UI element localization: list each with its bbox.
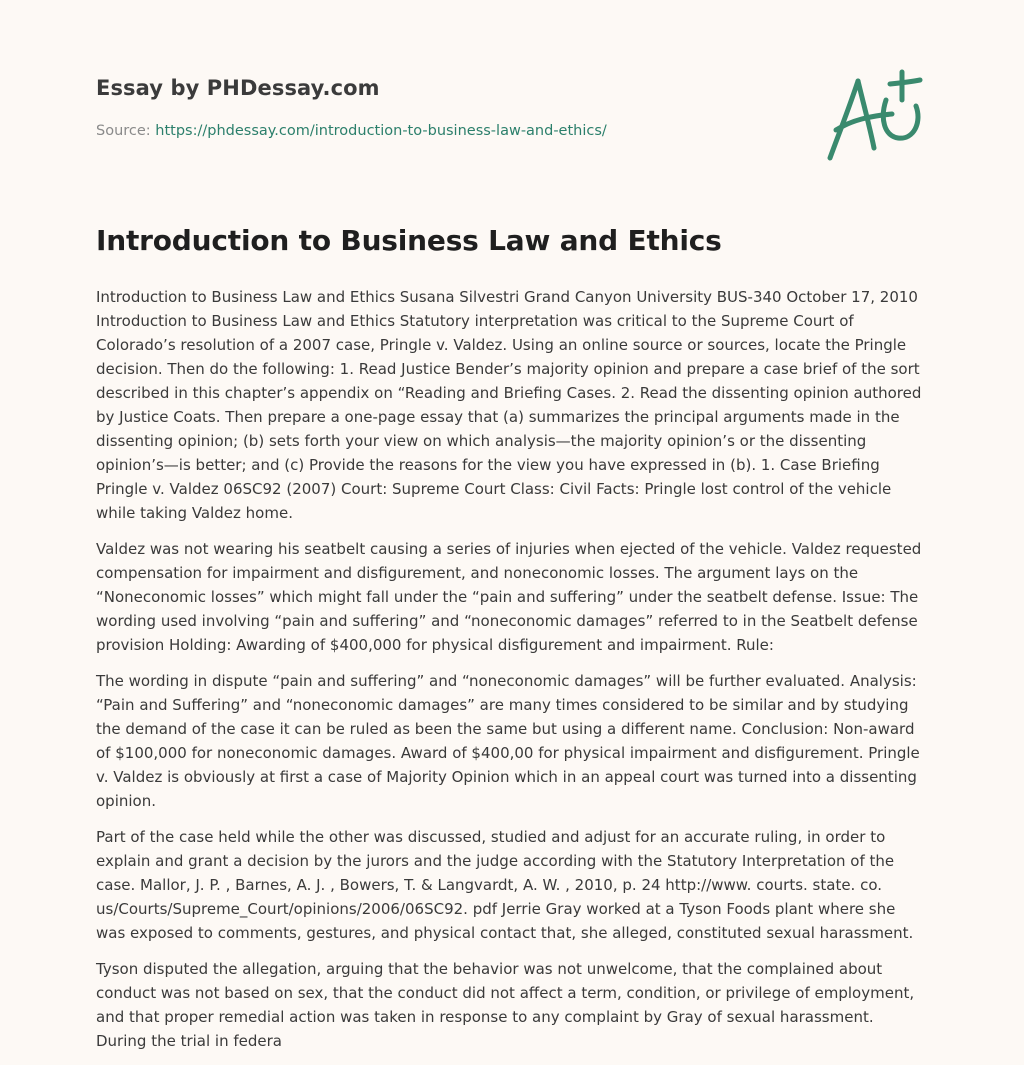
essay-body — [96, 285, 928, 1065]
essay-title: Introduction to Business Law and Ethics — [96, 224, 722, 257]
essay-paragraph: Valdez was not wearing his seatbelt causing a series of injuries when ejected of the vehicle. Valdez requested compensation for impairment and disfigurement, and noneconomic losses. The argument lays on the “Noneconomic losses” which might fall under the “pain and suffering” under the seatbelt defense. Issue: The wording used involving “pain and suffering” and “noneconomic damages” referred to in the Seatbelt defense provision Holding: Awarding of $400,000 for physical disfigurement and impairment. Rule: — [96, 540, 922, 654]
essay-paragraph: Part of the case held while the other was discussed, studied and adjust for an accurate ruling, in order to explain and grant a decision by the jurors and the judge according with the Statutory Interpretation of the case. Mallor, J. P. , Barnes, A. J. , Bowers, T. & Langvardt, A. W. , 2010, p. 24 http://www. courts. state. co. us/Courts/Supreme_Court/opinions/2006/06SC92. pdf Jerrie Gray worked at a Tyson Foods plant where she was exposed to comments, gestures, and physical contact that, she alleged, constituted sexual harassment. — [96, 828, 914, 942]
source-label: Source: — [96, 123, 156, 139]
source-line — [96, 123, 607, 139]
a-plus-grade-icon — [822, 66, 930, 166]
essay-paragraph: Tyson disputed the allegation, arguing that the behavior was not unwelcome, that the complained about conduct was not based on sex, that the conduct did not affect a term, condition, or privilege of employment, and that proper remedial action was taken in response to any complaint by Gray of sexual harassment. During the trial in federa — [96, 960, 915, 1050]
essay-paragraph: The wording in dispute “pain and suffering” and “noneconomic damages” will be further evaluated. Analysis: “Pain and Suffering” and “noneconomic damages” are many times considered to be similar and by studying the demand of the case it can be ruled as been the same but using a different name. Conclusion: Non-award of $100,000 for noneconomic damages. Award of $400,00 for physical impairment and disfigurement. Pringle v. Valdez is obviously at first a case of Majority Opinion which in an appeal court was turned into a dissenting opinion. — [96, 672, 920, 810]
essay-paragraph: Introduction to Business Law and Ethics Susana Silvestri Grand Canyon University BUS-340 October 17, 2010 Introduction to Business Law and Ethics Statutory interpretation was critical to the Supreme Court of Colorado’s resolution of a 2007 case, Pringle v. Valdez. Using an online source or sources, locate the Pringle decision. Then do the following: 1. Read Justice Bender’s majority opinion and prepare a case brief of the sort described in this chapter’s appendix on “Reading and Briefing Cases. 2. Read the dissenting opinion authored by Justice Coats. Then prepare a one-page essay that (a) summarizes the principal arguments made in the dissenting opinion; (b) sets forth your view on which analysis—the majority opinion’s or the dissenting opinion’s—is better; and (c) Provide the reasons for the view you have expressed in (b). 1. Case Briefing Pringle v. Valdez 06SC92 (2007) Court: Supreme Court Class: Civil Facts: Pringle lost control of the vehicle while taking Valdez home. — [96, 288, 922, 522]
source-link[interactable]: https://phdessay.com/introduction-to-business-law-and-ethics/ — [155, 123, 607, 139]
site-brand: Essay by PHDessay.com — [96, 76, 380, 100]
